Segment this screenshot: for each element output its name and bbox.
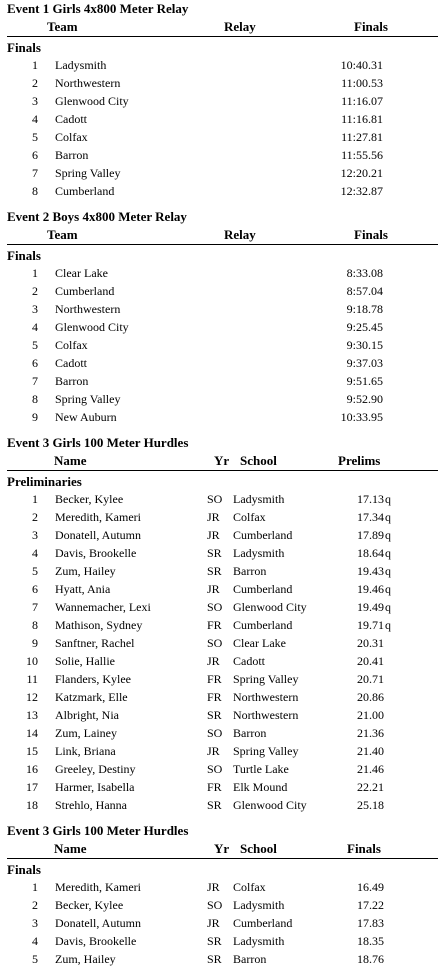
school: Northwestern	[233, 708, 299, 722]
place: 5	[32, 130, 38, 144]
school: Cadott	[233, 654, 265, 668]
athlete-name: Wannemacher, Lexi	[55, 600, 151, 614]
result-row	[0, 598, 443, 616]
place: 13	[26, 708, 38, 722]
mark: 20.86	[357, 690, 384, 704]
year: SO	[207, 762, 223, 776]
school: Spring Valley	[233, 744, 299, 758]
mark: 22.21	[357, 780, 384, 794]
event-title: Event 3 Girls 100 Meter Hurdles	[7, 823, 189, 838]
result-row	[0, 580, 443, 598]
school: Clear Lake	[233, 636, 286, 650]
mark: 9:52.90	[346, 392, 383, 406]
school: Glenwood City	[233, 798, 307, 812]
mark: 12:20.21	[340, 166, 383, 180]
mark: 10:40.31	[340, 58, 383, 72]
athlete-name: Donatell, Autumn	[55, 528, 141, 542]
year: JR	[207, 510, 220, 524]
mark: 21.36	[357, 726, 384, 740]
mark: 25.18	[357, 798, 384, 812]
event-title: Event 3 Girls 100 Meter Hurdles	[7, 435, 189, 450]
year: SR	[207, 546, 222, 560]
qualifier-flag: q	[385, 582, 391, 596]
place: 16	[26, 762, 38, 776]
place: 7	[32, 600, 38, 614]
place: 7	[32, 166, 38, 180]
mark: 17.89	[357, 528, 384, 542]
year: JR	[207, 654, 220, 668]
school: Turtle Lake	[233, 762, 289, 776]
athlete-name: Sanftner, Rachel	[55, 636, 135, 650]
header-yr: Yr	[214, 453, 230, 468]
header-yr: Yr	[214, 841, 230, 856]
header-school: School	[240, 841, 277, 856]
result-row	[0, 724, 443, 742]
result-row	[0, 182, 443, 200]
mark: 19.49	[357, 600, 384, 614]
place: 1	[32, 58, 38, 72]
mark: 18.64	[357, 546, 384, 560]
school: Colfax	[233, 510, 266, 524]
event-title: Event 2 Boys 4x800 Meter Relay	[7, 209, 187, 224]
year: SO	[207, 898, 223, 912]
qualifier-flag: q	[385, 600, 391, 614]
school: Ladysmith	[233, 934, 285, 948]
athlete-name: Meredith, Kameri	[55, 510, 141, 524]
mark: 19.71	[357, 618, 384, 632]
year: SR	[207, 798, 222, 812]
year: SO	[207, 600, 223, 614]
result-row	[0, 634, 443, 652]
result-row	[0, 74, 443, 92]
place: 12	[26, 690, 38, 704]
athlete-name: Link, Briana	[55, 744, 116, 758]
team-name: Glenwood City	[55, 320, 129, 334]
athlete-name: Mathison, Sydney	[55, 618, 143, 632]
team-name: New Auburn	[55, 410, 117, 424]
place: 4	[32, 320, 38, 334]
mark: 9:30.15	[346, 338, 383, 352]
school: Barron	[233, 726, 267, 740]
header-relay: Relay	[224, 19, 256, 34]
mark: 8:33.08	[346, 266, 383, 280]
place: 3	[32, 916, 38, 930]
result-row	[0, 670, 443, 688]
result-row	[0, 282, 443, 300]
qualifier-flag: q	[385, 618, 391, 632]
year: SO	[207, 726, 223, 740]
qualifier-flag: q	[385, 510, 391, 524]
mark: 11:27.81	[341, 130, 383, 144]
result-row	[0, 508, 443, 526]
team-name: Cadott	[55, 112, 87, 126]
result-row	[0, 950, 443, 968]
qualifier-flag: q	[385, 528, 391, 542]
year: SO	[207, 636, 223, 650]
team-name: Barron	[55, 374, 89, 388]
result-row	[0, 688, 443, 706]
column-header	[7, 452, 438, 471]
school: Barron	[233, 564, 267, 578]
result-row	[0, 796, 443, 814]
place: 4	[32, 934, 38, 948]
year: FR	[207, 780, 222, 794]
mark: 9:51.65	[346, 374, 383, 388]
mark: 12:32.87	[340, 184, 383, 198]
place: 8	[32, 392, 38, 406]
mark: 16.49	[357, 880, 384, 894]
mark: 17.22	[357, 898, 384, 912]
qualifier-flag: q	[385, 564, 391, 578]
result-row	[0, 490, 443, 508]
mark: 21.46	[357, 762, 384, 776]
place: 14	[26, 726, 38, 740]
school: Ladysmith	[233, 492, 285, 506]
round-label: Finals	[7, 862, 41, 877]
result-row	[0, 92, 443, 110]
result-row	[0, 336, 443, 354]
team-name: Cumberland	[55, 184, 115, 198]
qualifier-flag: q	[385, 546, 391, 560]
result-row	[0, 760, 443, 778]
mark: 19.43	[357, 564, 384, 578]
year: JR	[207, 582, 220, 596]
result-row	[0, 878, 443, 896]
mark: 21.00	[357, 708, 384, 722]
school: Cumberland	[233, 618, 293, 632]
header-team: Team	[47, 227, 78, 242]
athlete-name: Hyatt, Ania	[55, 582, 111, 596]
header-team: Team	[47, 19, 78, 34]
header-name: Name	[54, 453, 87, 468]
mark: 9:37.03	[346, 356, 383, 370]
place: 1	[32, 880, 38, 894]
round-label: Preliminaries	[7, 474, 82, 489]
place: 4	[32, 546, 38, 560]
section-spacer	[0, 814, 443, 822]
mark: 17.34	[357, 510, 384, 524]
result-row	[0, 932, 443, 950]
result-row	[0, 544, 443, 562]
place: 8	[32, 618, 38, 632]
place: 2	[32, 898, 38, 912]
team-name: Spring Valley	[55, 392, 121, 406]
mark: 20.41	[357, 654, 384, 668]
round-label: Finals	[7, 248, 41, 263]
team-name: Cadott	[55, 356, 87, 370]
mark: 21.40	[357, 744, 384, 758]
school: Glenwood City	[233, 600, 307, 614]
result-row	[0, 562, 443, 580]
athlete-name: Zum, Lainey	[55, 726, 117, 740]
year: FR	[207, 690, 222, 704]
team-name: Clear Lake	[55, 266, 108, 280]
athlete-name: Albright, Nia	[55, 708, 119, 722]
header-mark: Finals	[354, 19, 388, 34]
year: JR	[207, 528, 220, 542]
athlete-name: Becker, Kylee	[55, 492, 124, 506]
header-relay: Relay	[224, 227, 256, 242]
year: FR	[207, 672, 222, 686]
event-section	[0, 0, 443, 200]
result-row	[0, 652, 443, 670]
place: 2	[32, 76, 38, 90]
school: Ladysmith	[233, 546, 285, 560]
athlete-name: Davis, Brookelle	[55, 934, 137, 948]
year: SR	[207, 708, 222, 722]
header-mark: Prelims	[338, 453, 381, 468]
place: 2	[32, 284, 38, 298]
place: 7	[32, 374, 38, 388]
mark: 9:18.78	[346, 302, 383, 316]
year: SR	[207, 952, 222, 966]
place: 1	[32, 266, 38, 280]
place: 5	[32, 564, 38, 578]
school: Elk Mound	[233, 780, 288, 794]
result-row	[0, 372, 443, 390]
header-mark: Finals	[354, 227, 388, 242]
school: Cumberland	[233, 582, 293, 596]
event-title: Event 1 Girls 4x800 Meter Relay	[7, 1, 189, 16]
place: 3	[32, 94, 38, 108]
result-row	[0, 778, 443, 796]
team-name: Colfax	[55, 130, 88, 144]
result-row	[0, 616, 443, 634]
year: FR	[207, 618, 222, 632]
section-spacer	[0, 426, 443, 434]
team-name: Northwestern	[55, 76, 121, 90]
athlete-name: Meredith, Kameri	[55, 880, 141, 894]
event-section	[0, 208, 443, 426]
mark: 10:33.95	[340, 410, 383, 424]
column-header	[7, 18, 438, 37]
place: 6	[32, 148, 38, 162]
column-header	[7, 840, 438, 859]
team-name: Colfax	[55, 338, 88, 352]
school: Colfax	[233, 880, 266, 894]
result-row	[0, 408, 443, 426]
mark: 17.83	[357, 916, 384, 930]
team-name: Northwestern	[55, 302, 121, 316]
place: 5	[32, 338, 38, 352]
result-row	[0, 526, 443, 544]
year: SO	[207, 492, 223, 506]
place: 17	[26, 780, 38, 794]
place: 8	[32, 184, 38, 198]
mark: 11:16.07	[341, 94, 383, 108]
place: 15	[26, 744, 38, 758]
header-school: School	[240, 453, 277, 468]
athlete-name: Katzmark, Elle	[55, 690, 128, 704]
section-spacer	[0, 200, 443, 208]
event-section	[0, 822, 443, 968]
place: 6	[32, 582, 38, 596]
mark: 20.31	[357, 636, 384, 650]
year: JR	[207, 880, 220, 894]
year: SR	[207, 934, 222, 948]
school: Cumberland	[233, 916, 293, 930]
athlete-name: Zum, Hailey	[55, 564, 116, 578]
result-row	[0, 56, 443, 74]
place: 11	[26, 672, 38, 686]
athlete-name: Donatell, Autumn	[55, 916, 141, 930]
team-name: Barron	[55, 148, 89, 162]
place: 2	[32, 510, 38, 524]
place: 9	[32, 410, 38, 424]
school: Northwestern	[233, 690, 299, 704]
school: Spring Valley	[233, 672, 299, 686]
mark: 18.76	[357, 952, 384, 966]
result-row	[0, 128, 443, 146]
school: Ladysmith	[233, 898, 285, 912]
mark: 19.46	[357, 582, 384, 596]
result-row	[0, 896, 443, 914]
event-section	[0, 434, 443, 814]
year: JR	[207, 916, 220, 930]
result-row	[0, 110, 443, 128]
athlete-name: Becker, Kylee	[55, 898, 124, 912]
school: Barron	[233, 952, 267, 966]
year: SR	[207, 564, 222, 578]
place: 9	[32, 636, 38, 650]
mark: 8:57.04	[346, 284, 383, 298]
team-name: Ladysmith	[55, 58, 107, 72]
athlete-name: Greeley, Destiny	[55, 762, 136, 776]
place: 10	[26, 654, 38, 668]
athlete-name: Davis, Brookelle	[55, 546, 137, 560]
place: 6	[32, 356, 38, 370]
place: 3	[32, 302, 38, 316]
team-name: Spring Valley	[55, 166, 121, 180]
mark: 20.71	[357, 672, 384, 686]
athlete-name: Strehlo, Hanna	[55, 798, 127, 812]
mark: 18.35	[357, 934, 384, 948]
place: 4	[32, 112, 38, 126]
place: 1	[32, 492, 38, 506]
header-mark: Finals	[347, 841, 381, 856]
qualifier-flag: q	[385, 492, 391, 506]
athlete-name: Solie, Hallie	[55, 654, 115, 668]
school: Cumberland	[233, 528, 293, 542]
result-row	[0, 146, 443, 164]
mark: 17.13	[357, 492, 384, 506]
team-name: Glenwood City	[55, 94, 129, 108]
result-row	[0, 264, 443, 282]
result-row	[0, 318, 443, 336]
place: 5	[32, 952, 38, 966]
result-row	[0, 390, 443, 408]
place: 3	[32, 528, 38, 542]
result-row	[0, 914, 443, 932]
header-name: Name	[54, 841, 87, 856]
result-row	[0, 742, 443, 760]
athlete-name: Zum, Hailey	[55, 952, 116, 966]
mark: 9:25.45	[346, 320, 383, 334]
mark: 11:55.56	[341, 148, 383, 162]
place: 18	[26, 798, 38, 812]
result-row	[0, 706, 443, 724]
mark: 11:16.81	[341, 112, 383, 126]
team-name: Cumberland	[55, 284, 115, 298]
year: JR	[207, 744, 220, 758]
result-row	[0, 354, 443, 372]
round-label: Finals	[7, 40, 41, 55]
mark: 11:00.53	[341, 76, 383, 90]
result-row	[0, 164, 443, 182]
result-row	[0, 300, 443, 318]
athlete-name: Harmer, Isabella	[55, 780, 135, 794]
athlete-name: Flanders, Kylee	[55, 672, 131, 686]
column-header	[7, 226, 438, 245]
